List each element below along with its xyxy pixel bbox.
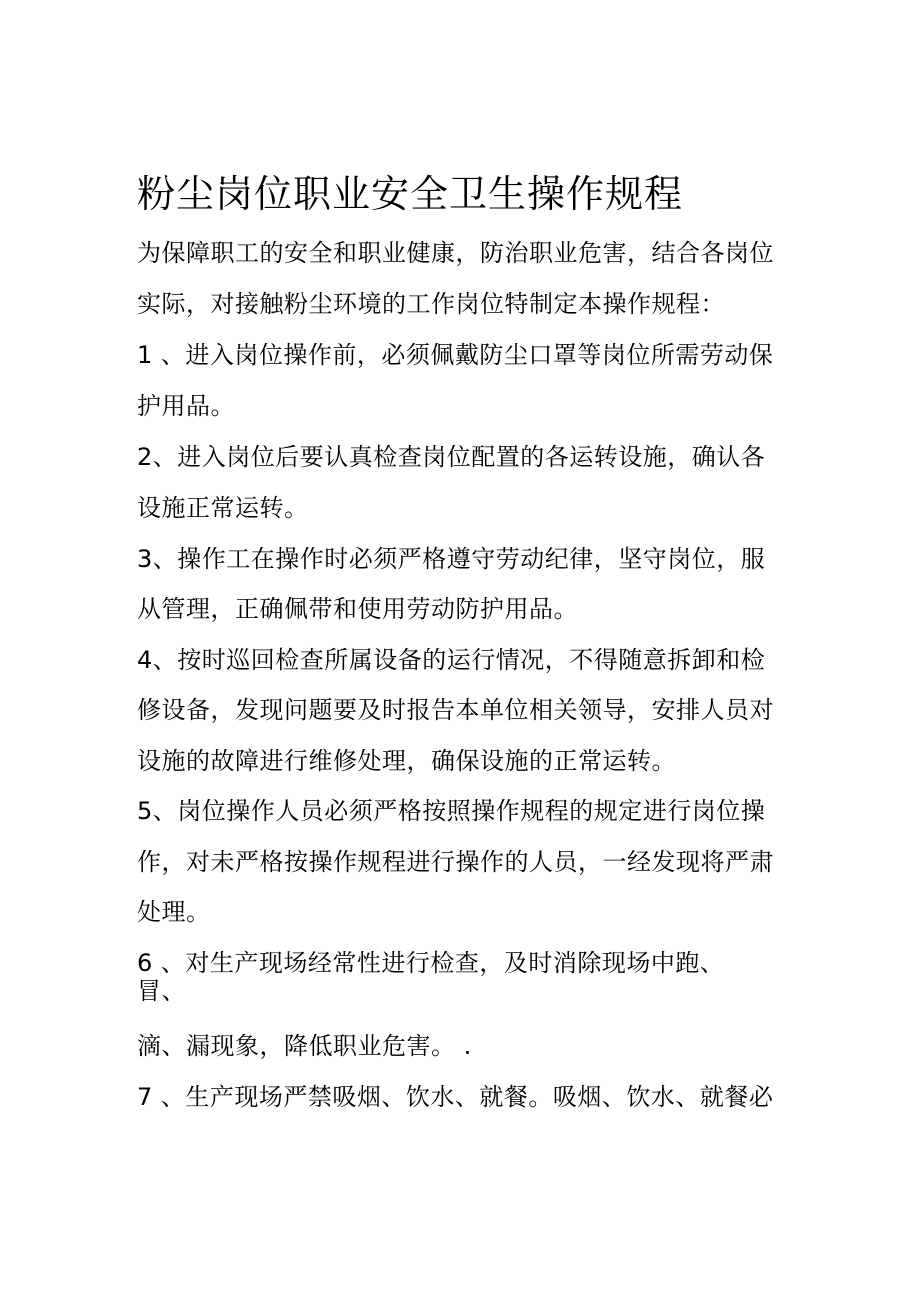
- body-line: 5、岗位操作人员必须严格按照操作规程的规定进行岗位操: [137, 797, 766, 825]
- body-line: 设施的故障进行维修处理，确保设施的正常运转。: [137, 747, 676, 775]
- body-line: 2、进入岗位后要认真检查岗位配置的各运转设施，确认各: [137, 443, 766, 471]
- body-line: 设施正常运转。: [137, 494, 309, 522]
- body-line: 处理。: [137, 898, 211, 926]
- body-line: 6 、对生产现场经常性进行检查，及时消除现场中跑、: [137, 949, 725, 977]
- body-line: 3、操作工在操作时必须严格遵守劳动纪律，坚守岗位，服: [137, 545, 766, 573]
- body-line: 为保障职工的安全和职业健康，防治职业危害，结合各岗位: [137, 239, 774, 267]
- body-line: 修设备，发现问题要及时报告本单位相关领导，安排人员对: [137, 696, 774, 724]
- body-line: 1 、进入岗位操作前，必须佩戴防尘口罩等岗位所需劳动保: [137, 341, 774, 369]
- body-line: 护用品。: [137, 392, 235, 420]
- body-line: 从管理，正确佩带和使用劳动防护用品。: [137, 595, 578, 623]
- body-line: 滴、漏现象，降低职业危害。 .: [137, 1032, 472, 1060]
- body-line: 7 、生产现场严禁吸烟、饮水、就餐。吸烟、饮水、就餐必: [137, 1083, 774, 1111]
- document-title: 粉尘岗位职业安全卫生操作规程: [137, 172, 684, 216]
- body-line: 4、按时巡回检查所属设备的运行情况，不得随意拆卸和检: [137, 646, 766, 674]
- body-line: 实际，对接触粉尘环境的工作岗位特制定本操作规程：: [137, 290, 725, 318]
- body-line: 冒、: [137, 977, 186, 1005]
- body-line: 作，对未严格按操作规程进行操作的人员，一经发现将严肃: [137, 848, 774, 876]
